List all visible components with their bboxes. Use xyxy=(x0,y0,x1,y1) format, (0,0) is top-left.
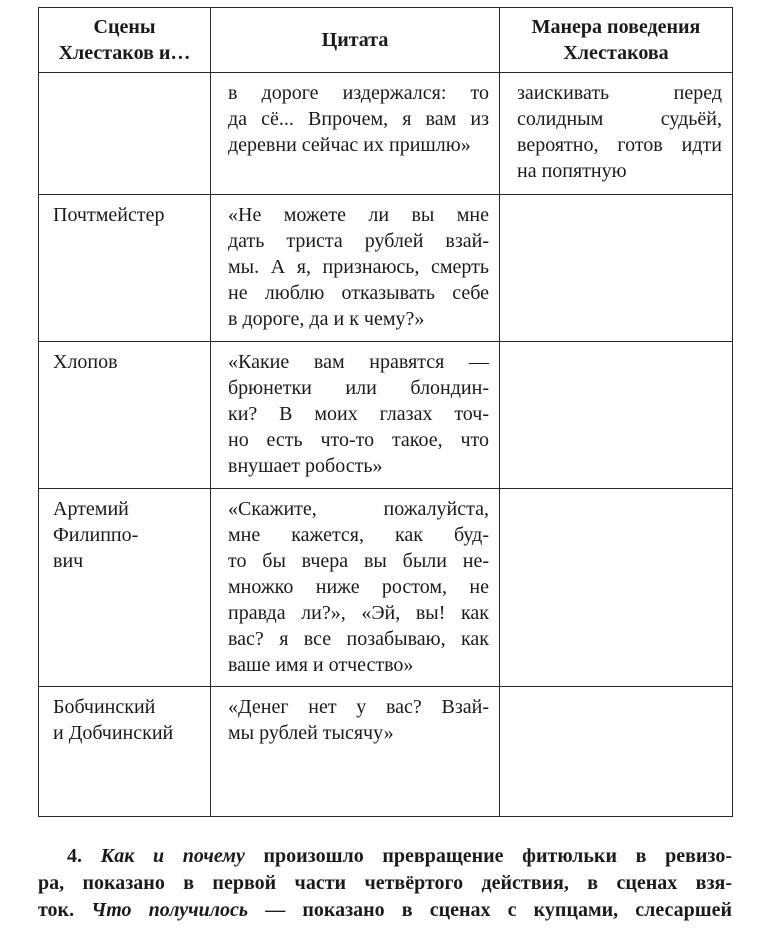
manner-cell[interactable] xyxy=(500,489,733,687)
task-line: ра, показано в первой части четвёртого действия, в сценах взя- xyxy=(38,872,732,894)
quote-line: «Какие вам нравятся — xyxy=(228,351,489,373)
task-text: произошло превращение фитюльки в ревизо- xyxy=(244,845,732,867)
quote-line: «Скажите, пожалуйста, xyxy=(228,498,489,520)
quote-line: мне кажется, как буд- xyxy=(228,524,489,546)
scene-name: вич xyxy=(53,550,84,572)
scene-cell xyxy=(39,687,211,817)
header-quote xyxy=(211,8,500,73)
quote-line: вас? я все позабываю, как xyxy=(228,628,489,650)
manner-cell[interactable] xyxy=(500,687,733,817)
quote-cell xyxy=(211,195,500,342)
quote-cell xyxy=(211,687,500,817)
scene-cell xyxy=(39,489,211,687)
quote-line: дать триста рублей взай- xyxy=(228,230,489,252)
scene-name: и Добчинский xyxy=(53,722,174,744)
manner-line: солидным судьёй, xyxy=(517,108,722,130)
quote-line: ки? В моих глазах точ- xyxy=(228,403,489,425)
task-emphasis: Как и почему xyxy=(100,845,245,867)
task-number: 4. xyxy=(67,845,82,867)
scene-name: Почтмейстер xyxy=(53,204,165,226)
header-scenes xyxy=(39,8,211,73)
quote-line: да сё... Впрочем, я вам из xyxy=(228,108,489,130)
quote-line: то бы вчера вы были не- xyxy=(228,550,489,572)
table-header-row xyxy=(39,8,733,73)
scene-name: Бобчинский xyxy=(53,696,156,718)
quote-line: в дороге, да и к чему?» xyxy=(228,308,425,330)
header-manner-line: Манера поведения xyxy=(531,16,701,38)
task-line xyxy=(38,897,732,924)
table-row xyxy=(39,687,733,817)
task-paragraph xyxy=(38,843,732,924)
header-scenes-line: Хлестаков и… xyxy=(58,42,191,64)
scene-name: Артемий xyxy=(53,498,129,520)
quote-line: мы рублей тысячу» xyxy=(228,722,394,744)
quote-line: правда ли?», «Эй, вы! как xyxy=(228,602,489,624)
quote-cell xyxy=(211,489,500,687)
quote-line: ваше имя и отчество» xyxy=(228,654,414,676)
quote-cell xyxy=(211,73,500,195)
header-manner-line: Хлестакова xyxy=(563,42,669,64)
quote-line: брюнетки или блондин- xyxy=(228,377,489,399)
quote-line: множко ниже ростом, не xyxy=(228,576,489,598)
scene-name: Филиппо- xyxy=(53,524,139,546)
table-row xyxy=(39,489,733,687)
manner-line: заискивать перед xyxy=(517,82,722,104)
quote-line: деревни сейчас их пришлю» xyxy=(228,134,471,156)
table-row xyxy=(39,195,733,342)
quote-line: внушает робость» xyxy=(228,455,383,477)
quote-line: мы. А я, признаюсь, смерть xyxy=(228,256,489,278)
scene-cell xyxy=(39,342,211,489)
manner-line: вероятно, готов идти xyxy=(517,134,722,156)
quote-line: в дороге издержался: то xyxy=(228,82,489,104)
task-text: ток. xyxy=(38,899,92,921)
scene-cell[interactable] xyxy=(39,73,211,195)
header-manner xyxy=(500,8,733,73)
quote-line: «Не можете ли вы мне xyxy=(228,204,489,226)
quote-line: «Денег нет у вас? Взай- xyxy=(228,696,489,718)
table-row xyxy=(39,342,733,489)
manner-cell[interactable] xyxy=(500,73,733,195)
scene-name: Хлопов xyxy=(53,351,118,373)
header-quote-line: Цитата xyxy=(321,29,389,51)
quote-line: но есть что-то такое, что xyxy=(228,429,489,451)
quote-cell xyxy=(211,342,500,489)
task-line xyxy=(38,843,732,870)
manner-cell[interactable] xyxy=(500,342,733,489)
scenes-table xyxy=(38,7,733,817)
manner-cell[interactable] xyxy=(500,195,733,342)
table-row xyxy=(39,73,733,195)
task-text: — показано в сценах с купцами, слесаршей xyxy=(248,899,732,921)
header-scenes-line: Сцены xyxy=(93,16,156,38)
task-emphasis: Что получилось xyxy=(91,899,249,921)
quote-line: не люблю отказывать себе xyxy=(228,282,489,304)
scene-cell xyxy=(39,195,211,342)
manner-line: на попятную xyxy=(517,160,627,182)
